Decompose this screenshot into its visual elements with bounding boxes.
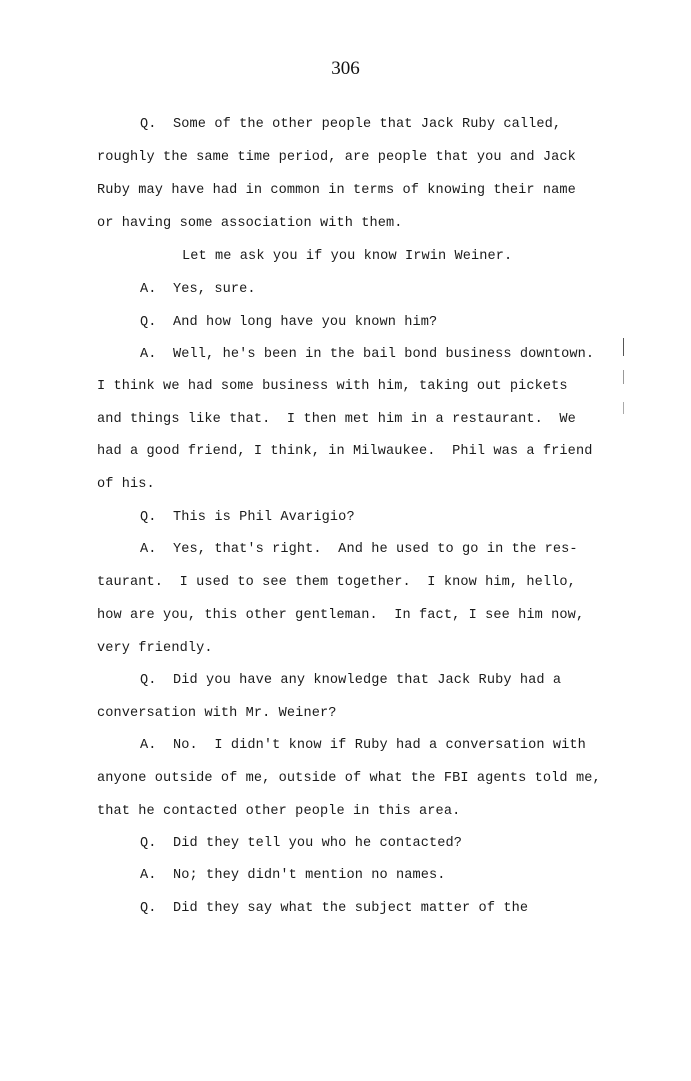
transcript-line: anyone outside of me, outside of what the FBI agents told me, <box>97 771 601 786</box>
transcript-line: that he contacted other people in this area. <box>97 804 461 819</box>
transcript-line: Q. Did they tell you who he contacted? <box>140 836 463 851</box>
transcript-line: A. No; they didn't mention no names. <box>140 868 446 883</box>
transcript-line: or having some association with them. <box>97 216 403 231</box>
page-number: 306 <box>331 58 360 79</box>
transcript-line: how are you, this other gentleman. In fact, I see him now, <box>97 608 585 623</box>
transcript-line: conversation with Mr. Weiner? <box>97 706 337 721</box>
transcript-line: Q. Some of the other people that Jack Ruby called, <box>140 117 562 132</box>
transcript-line: Ruby may have had in common in terms of knowing their name <box>97 183 576 198</box>
transcript-line: of his. <box>97 477 155 492</box>
transcript-line: A. Yes, that's right. And he used to go in the res- <box>140 542 578 557</box>
transcript-line: I think we had some business with him, taking out pickets <box>97 379 568 394</box>
transcript-line: Let me ask you if you know Irwin Weiner. <box>182 249 513 264</box>
transcript-line: had a good friend, I think, in Milwaukee. Phil was a friend <box>97 444 593 459</box>
transcript-line: A. Yes, sure. <box>140 282 256 297</box>
transcript-line: and things like that. I then met him in a restaurant. We <box>97 412 576 427</box>
transcript-line: Q. This is Phil Avarigio? <box>140 510 355 525</box>
transcript-line: taurant. I used to see them together. I know him, hello, <box>97 575 576 590</box>
transcript-line: roughly the same time period, are people that you and Jack <box>97 150 576 165</box>
transcript-line: A. Well, he's been in the bail bond business downtown. <box>140 347 595 362</box>
margin-mark <box>623 338 624 356</box>
transcript-line: A. No. I didn't know if Ruby had a conversation with <box>140 738 586 753</box>
margin-mark <box>623 370 624 384</box>
transcript-line: Q. Did they say what the subject matter of the <box>140 901 529 916</box>
transcript-line: Q. Did you have any knowledge that Jack Ruby had a <box>140 673 562 688</box>
margin-mark <box>623 402 624 414</box>
transcript-line: Q. And how long have you known him? <box>140 315 438 330</box>
transcript-line: very friendly. <box>97 641 213 656</box>
